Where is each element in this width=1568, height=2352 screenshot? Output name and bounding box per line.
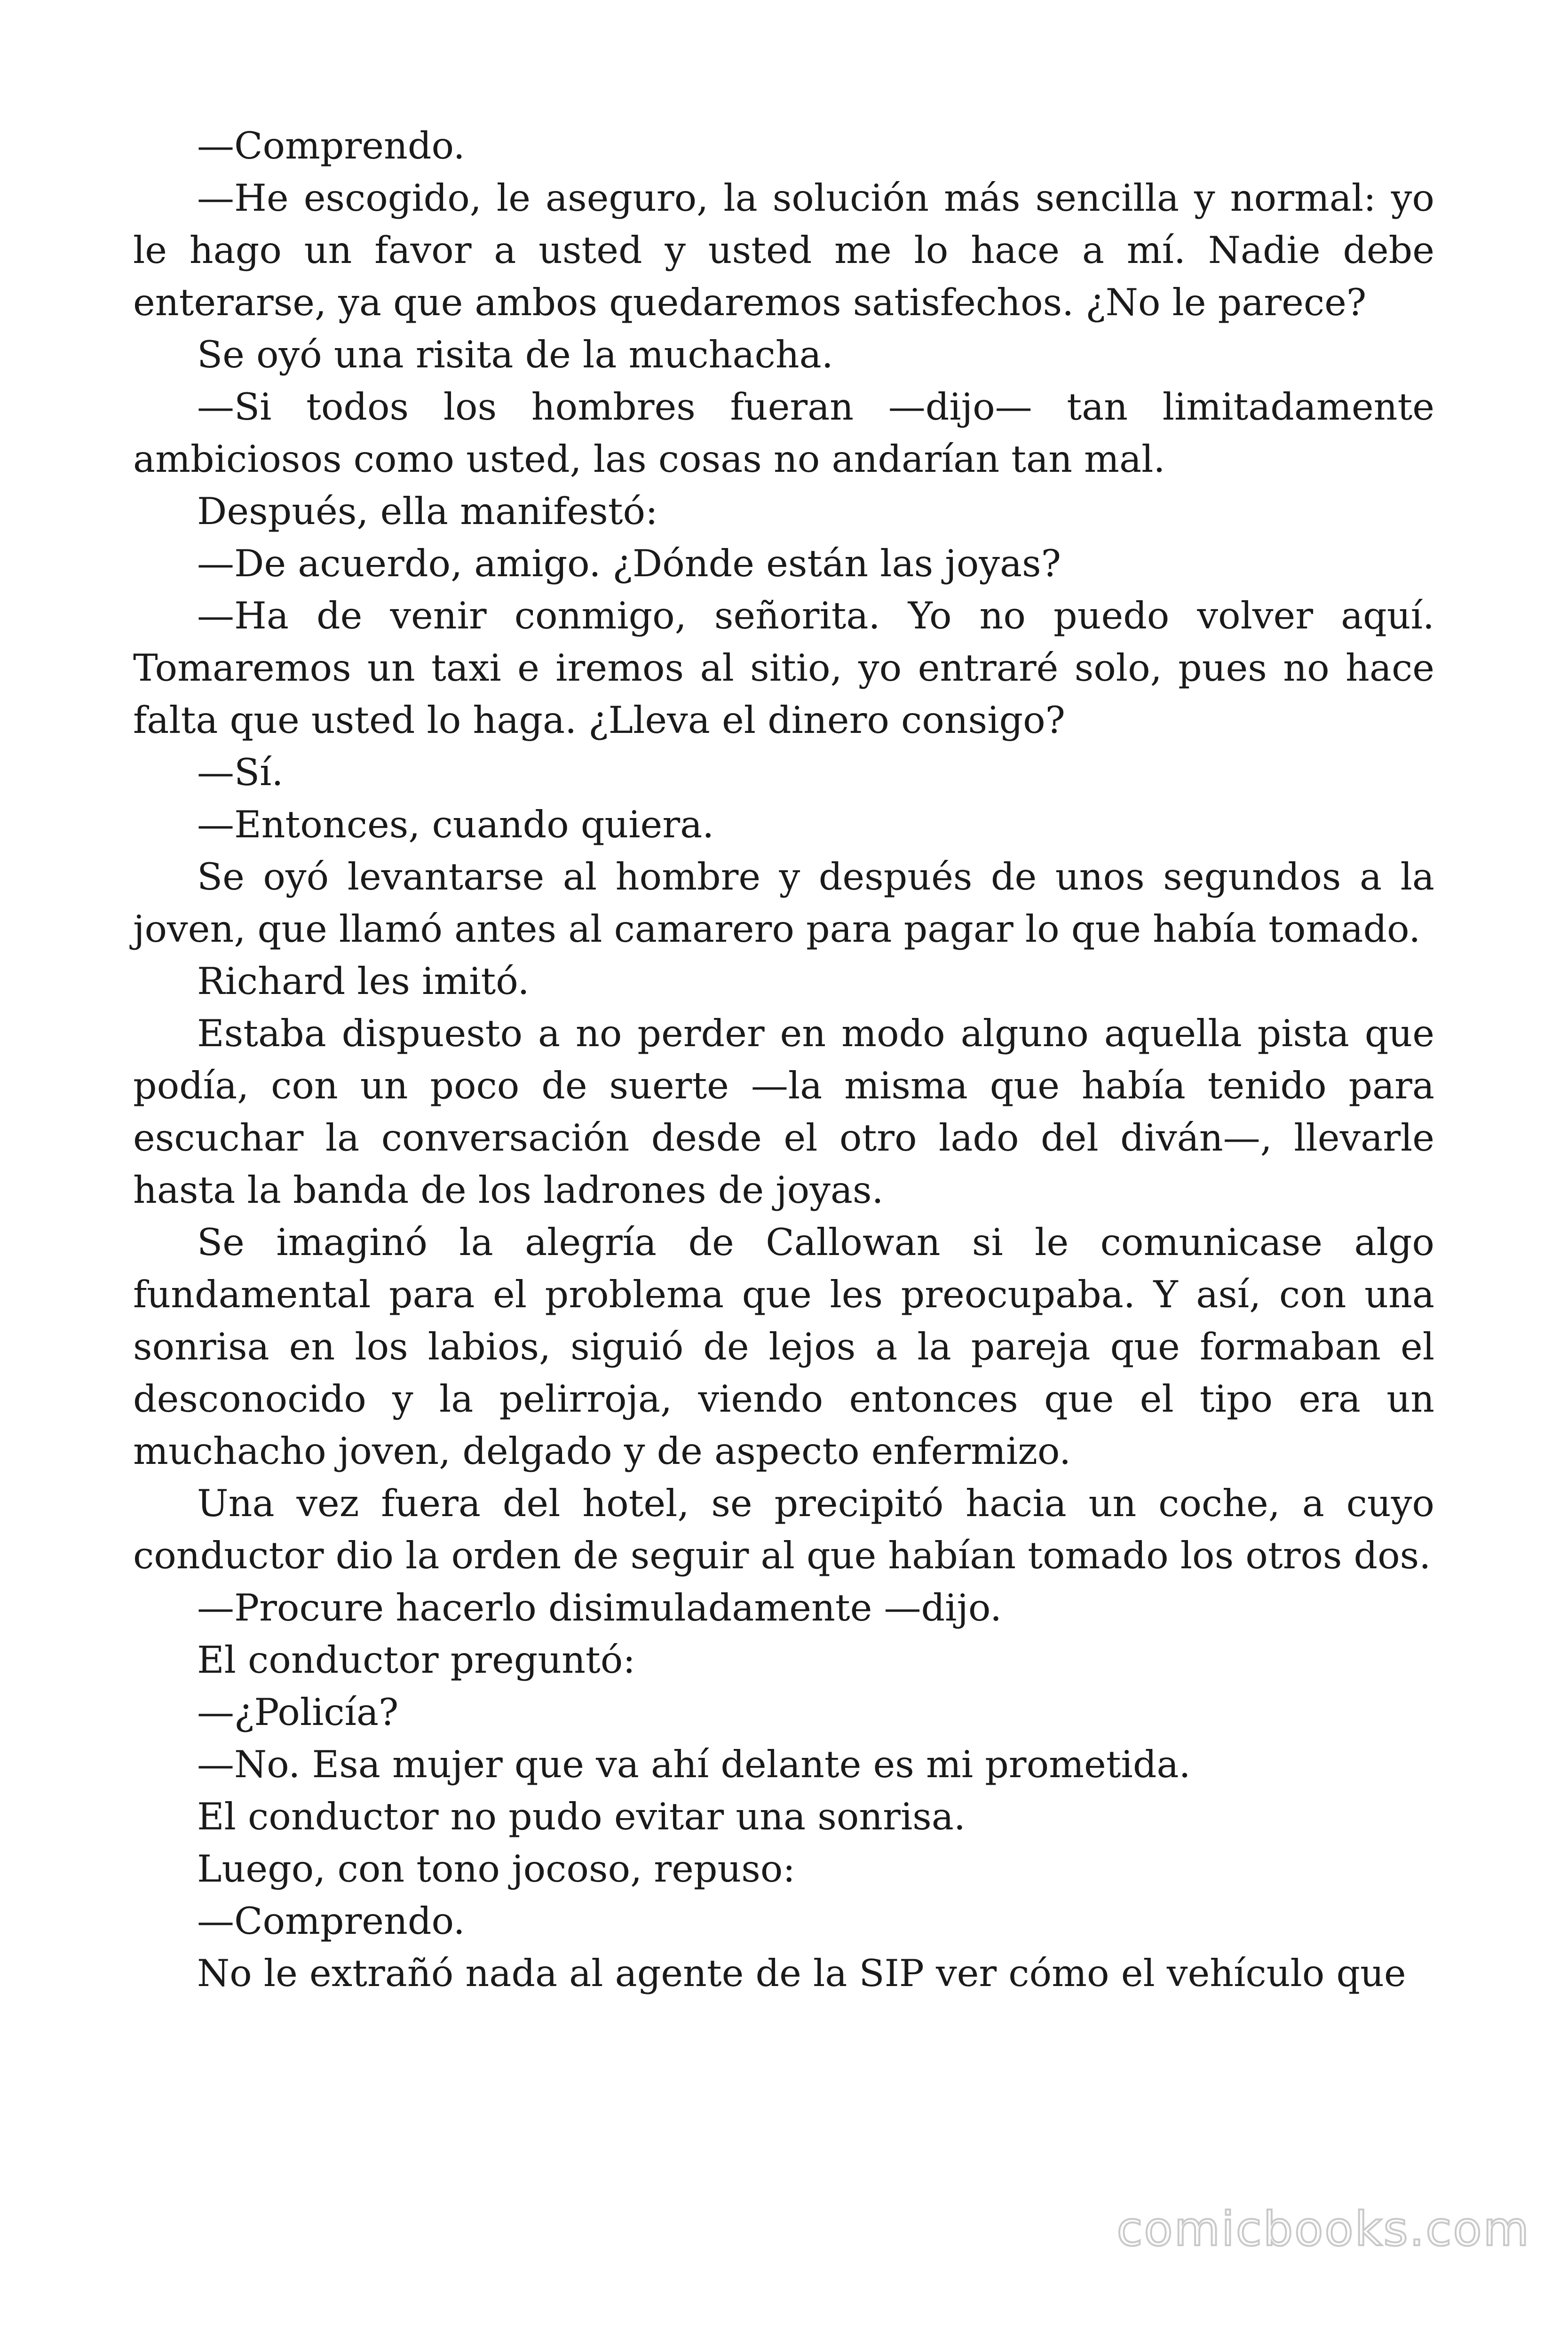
paragraph: Richard les imitó. (197, 960, 530, 1003)
paragraph: —¿Policía? (197, 1691, 399, 1734)
paragraph: —No. Esa mujer que va ahí delante es mi prometida. (197, 1743, 1191, 1786)
paragraph: Luego, con tono jocoso, repuso: (197, 1847, 795, 1891)
paragraph: —De acuerdo, amigo. ¿Dónde están las joyas? (197, 542, 1061, 585)
paragraph: —Ha de venir conmigo, señorita. Yo no puedo volver aquí. Tomaremos un taxi e iremos al sitio, yo entraré solo, pues no hace falta que usted lo haga. ¿Lleva el dinero consigo? (133, 594, 1434, 742)
paragraph: Estaba dispuesto a no perder en modo alguno aquella pista que podía, con un poco de suerte —la misma que había tenido para escuchar la conversación desde el otro lado del diván—, llevarle hasta la banda de los ladrones de joyas. (133, 1012, 1434, 1212)
paragraph: Después, ella manifestó: (197, 490, 658, 533)
paragraph: El conductor preguntó: (197, 1638, 635, 1682)
paragraph: No le extrañó nada al agente de la SIP ver cómo el vehículo que (197, 1952, 1406, 1995)
paragraph: —Si todos los hombres fueran —dijo— tan limitadamente ambiciosos como usted, las cosas no andarían tan mal. (133, 385, 1434, 481)
paragraph: —Sí. (197, 751, 284, 794)
paragraph: Se oyó levantarse al hombre y después de unos segundos a la joven, que llamó antes al camarero para pagar lo que había tomado. (133, 855, 1434, 951)
paragraph: —Procure hacerlo disimuladamente —dijo. (197, 1586, 1002, 1629)
paragraph: Se oyó una risita de la muchacha. (197, 333, 833, 376)
paragraph: Se imaginó la alegría de Callowan si le comunicase algo fundamental para el problema que les preocupaba. Y así, con una sonrisa en los labios, siguió de lejos a la pareja que formaban el desconocido y la pelirroja, viendo entonces que el tipo era un muchacho joven, delgado y de aspecto enfermizo. (133, 1221, 1434, 1473)
paragraph: —Comprendo. (197, 1899, 465, 1943)
paragraph: Una vez fuera del hotel, se precipitó hacia un coche, a cuyo conductor dio la orden de seguir al que habían tomado los otros dos. (133, 1482, 1434, 1577)
paragraph: —He escogido, le aseguro, la solución más sencilla y normal: yo le hago un favor a usted y usted me lo hace a mí. Nadie debe enterarse, ya que ambos quedaremos satisfechos. ¿No le parece? (133, 176, 1434, 324)
paragraph: El conductor no pudo evitar una sonrisa. (197, 1795, 966, 1838)
paragraph: —Entonces, cuando quiera. (197, 803, 714, 846)
watermark: comicbooks.com (1117, 2201, 1530, 2257)
page-text (133, 120, 1434, 2000)
paragraph: —Comprendo. (197, 124, 465, 167)
